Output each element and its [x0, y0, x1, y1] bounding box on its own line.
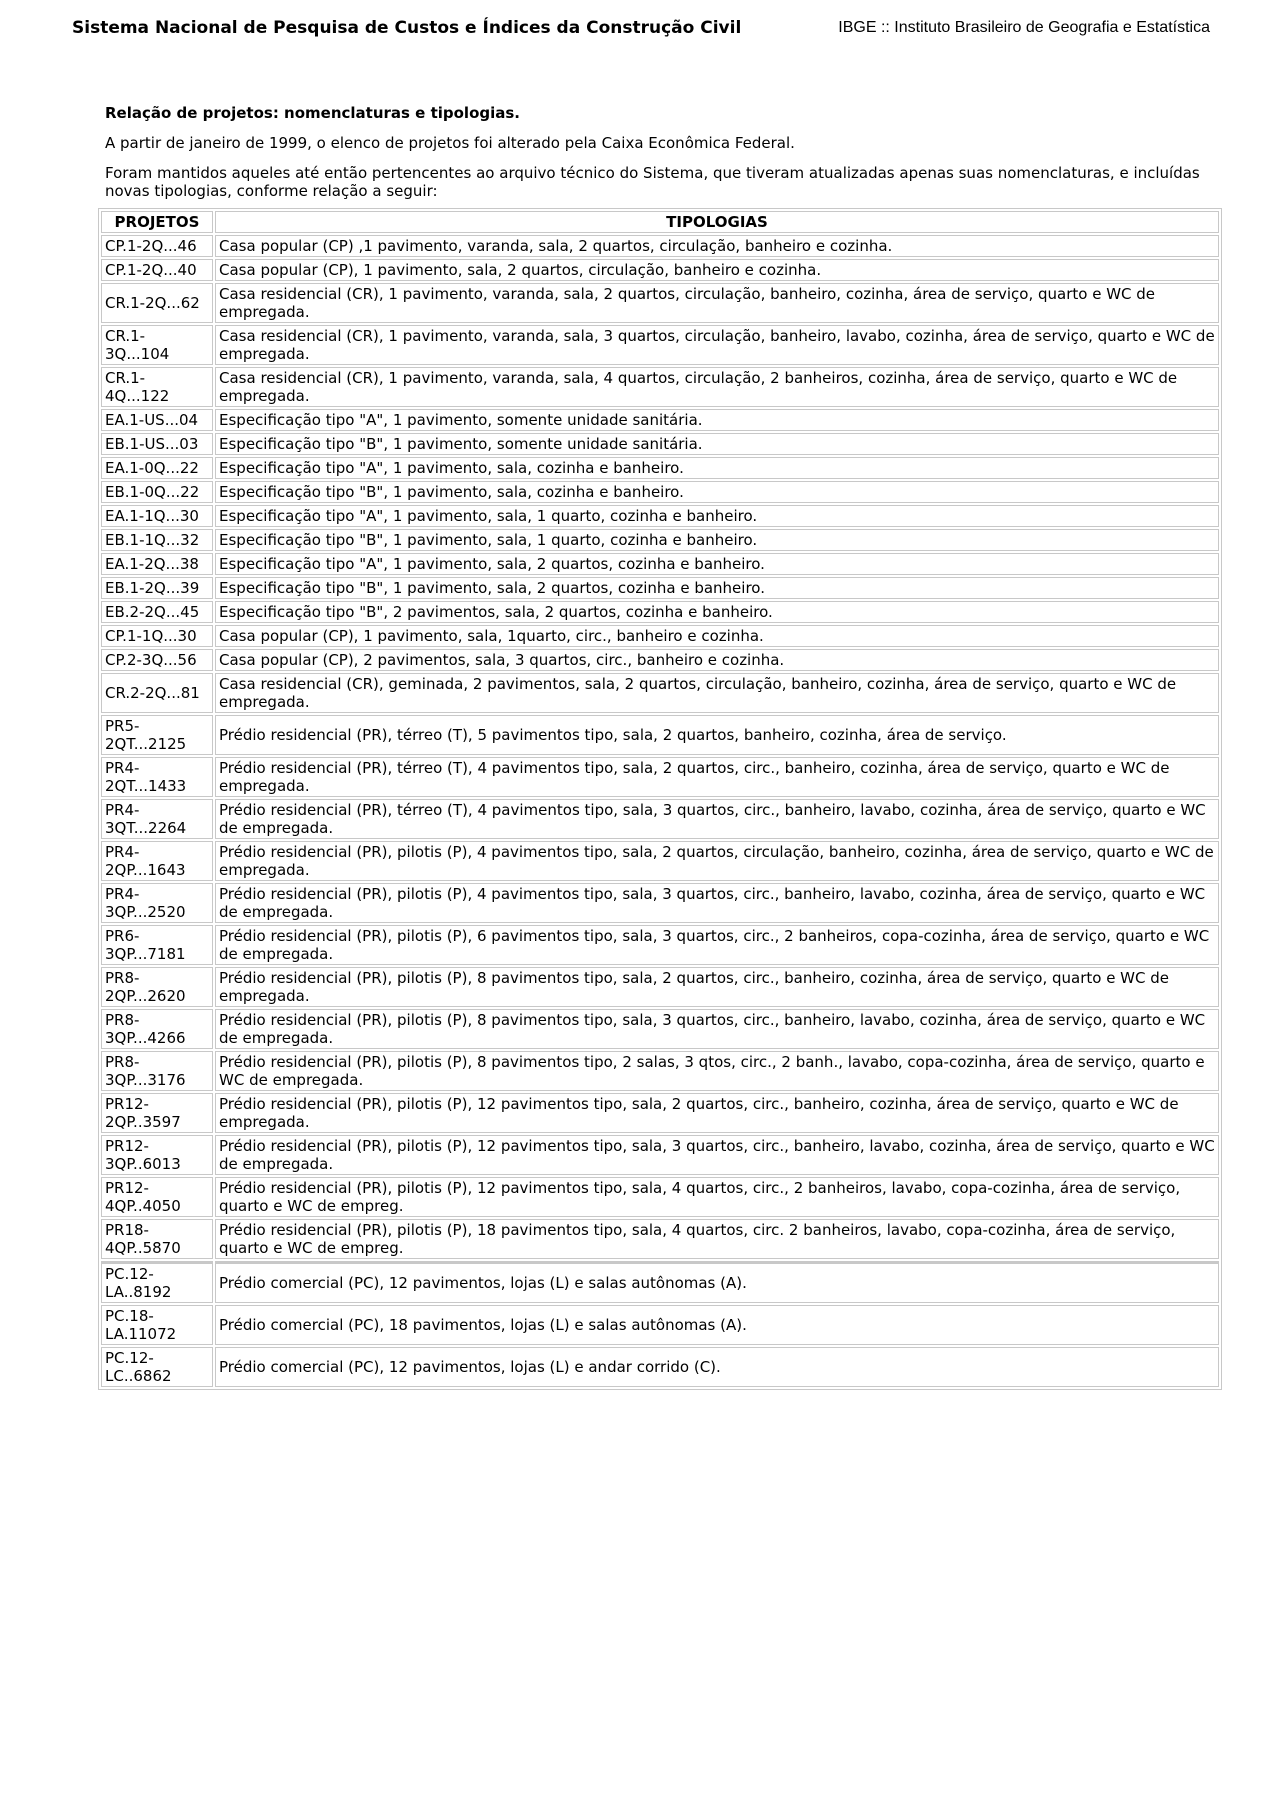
table-row	[101, 577, 1219, 599]
project-code: PR4-3QP...2520	[101, 883, 213, 923]
project-typology: Prédio residencial (PR), pilotis (P), 12 pavimentos tipo, sala, 2 quartos, circ., banheiro, cozinha, área de serviço, quarto e WC de empregada.	[215, 1093, 1219, 1133]
table-row	[101, 649, 1219, 671]
project-code: PR4-3QT...2264	[101, 799, 213, 839]
project-code: CP.1-2Q...46	[101, 235, 213, 257]
table-row	[101, 673, 1219, 713]
projects-table	[98, 208, 1222, 1390]
table-row	[101, 757, 1219, 797]
table-row	[101, 409, 1219, 431]
project-typology: Prédio residencial (PR), pilotis (P), 8 pavimentos tipo, sala, 3 quartos, circ., banheiro, lavabo, cozinha, área de serviço, quarto e WC de empregada.	[215, 1009, 1219, 1049]
project-code: CP.1-1Q...30	[101, 625, 213, 647]
table-row	[101, 505, 1219, 527]
project-typology: Prédio residencial (PR), térreo (T), 4 pavimentos tipo, sala, 3 quartos, circ., banheiro, lavabo, cozinha, área de serviço, quarto e WC de empregada.	[215, 799, 1219, 839]
project-typology: Casa popular (CP) ,1 pavimento, varanda, sala, 2 quartos, circulação, banheiro e cozinha.	[215, 235, 1219, 257]
project-code: PR6-3QP...7181	[101, 925, 213, 965]
description-paragraph: Foram mantidos aqueles até então pertencentes ao arquivo técnico do Sistema, que tiveram atualizadas apenas suas nomenclaturas, e incluídas novas tipologias, conforme relação a seguir:	[105, 164, 1200, 200]
project-typology: Prédio residencial (PR), pilotis (P), 8 pavimentos tipo, 2 salas, 3 qtos, circ., 2 banh., lavabo, copa-cozinha, área de serviço, quarto e WC de empregada.	[215, 1051, 1219, 1091]
institute-name: IBGE :: Instituto Brasileiro de Geografia e Estatística	[838, 19, 1210, 36]
project-code: PR12-2QP..3597	[101, 1093, 213, 1133]
project-typology: Especificação tipo "B", 1 pavimento, sala, 1 quarto, cozinha e banheiro.	[215, 529, 1219, 551]
project-code: PR18-4QP..5870	[101, 1219, 213, 1259]
table-row	[101, 1135, 1219, 1175]
project-typology: Casa popular (CP), 2 pavimentos, sala, 3 quartos, circ., banheiro e cozinha.	[215, 649, 1219, 671]
table-row	[101, 1051, 1219, 1091]
project-code: CR.1-4Q...122	[101, 367, 213, 407]
page-header	[72, 18, 1210, 48]
table-row	[101, 529, 1219, 551]
table-row	[101, 1093, 1219, 1133]
table-row	[101, 433, 1219, 455]
table-row	[101, 883, 1219, 923]
project-code: CR.1-2Q...62	[101, 283, 213, 323]
table-row	[101, 235, 1219, 257]
table-row	[101, 1305, 1219, 1345]
project-typology: Especificação tipo "A", 1 pavimento, sala, cozinha e banheiro.	[215, 457, 1219, 479]
table-header-row	[101, 211, 1219, 233]
project-code: PC.12-LC..6862	[101, 1347, 213, 1387]
project-typology: Especificação tipo "B", 1 pavimento, sala, 2 quartos, cozinha e banheiro.	[215, 577, 1219, 599]
project-code: EB.2-2Q...45	[101, 601, 213, 623]
table-row	[101, 259, 1219, 281]
table-row	[101, 367, 1219, 407]
project-code: PC.12-LA..8192	[101, 1261, 213, 1303]
project-code: EA.1-1Q...30	[101, 505, 213, 527]
table-row	[101, 1177, 1219, 1217]
project-typology: Prédio residencial (PR), pilotis (P), 12 pavimentos tipo, sala, 3 quartos, circ., banheiro, lavabo, cozinha, área de serviço, quarto e WC de empregada.	[215, 1135, 1219, 1175]
project-typology: Prédio residencial (PR), pilotis (P), 4 pavimentos tipo, sala, 3 quartos, circ., banheiro, lavabo, cozinha, área de serviço, quarto e WC de empregada.	[215, 883, 1219, 923]
table-row	[101, 967, 1219, 1007]
table-row	[101, 1261, 1219, 1303]
table-row	[101, 325, 1219, 365]
project-typology: Casa residencial (CR), geminada, 2 pavimentos, sala, 2 quartos, circulação, banheiro, cozinha, área de serviço, quarto e WC de empregada.	[215, 673, 1219, 713]
project-typology: Especificação tipo "B", 1 pavimento, sala, cozinha e banheiro.	[215, 481, 1219, 503]
project-code: EB.1-1Q...32	[101, 529, 213, 551]
document-title: Relação de projetos: nomenclaturas e tipologias.	[105, 104, 521, 122]
system-title: Sistema Nacional de Pesquisa de Custos e Índices da Construção Civil	[72, 18, 742, 38]
project-code: PR5-2QT...2125	[101, 715, 213, 755]
project-typology: Prédio residencial (PR), pilotis (P), 12 pavimentos tipo, sala, 4 quartos, circ., 2 banheiros, lavabo, copa-cozinha, área de serviço, quarto e WC de empreg.	[215, 1177, 1219, 1217]
project-code: CP.1-2Q...40	[101, 259, 213, 281]
project-code: PR4-2QP...1643	[101, 841, 213, 881]
project-typology: Prédio residencial (PR), térreo (T), 5 pavimentos tipo, sala, 2 quartos, banheiro, cozinha, área de serviço.	[215, 715, 1219, 755]
project-typology: Prédio residencial (PR), pilotis (P), 8 pavimentos tipo, sala, 2 quartos, circ., banheiro, cozinha, área de serviço, quarto e WC de empregada.	[215, 967, 1219, 1007]
table-row	[101, 283, 1219, 323]
project-code: EA.1-2Q...38	[101, 553, 213, 575]
project-code: PC.18-LA.11072	[101, 1305, 213, 1345]
project-typology: Prédio residencial (PR), térreo (T), 4 pavimentos tipo, sala, 2 quartos, circ., banheiro, cozinha, área de serviço, quarto e WC de empregada.	[215, 757, 1219, 797]
project-typology: Especificação tipo "A", 1 pavimento, somente unidade sanitária.	[215, 409, 1219, 431]
table-row	[101, 1347, 1219, 1387]
table-row	[101, 553, 1219, 575]
table-row	[101, 799, 1219, 839]
project-code: PR8-3QP...4266	[101, 1009, 213, 1049]
project-typology: Prédio comercial (PC), 12 pavimentos, lojas (L) e salas autônomas (A).	[215, 1261, 1219, 1303]
table-row	[101, 481, 1219, 503]
table-row	[101, 925, 1219, 965]
project-typology: Especificação tipo "A", 1 pavimento, sala, 2 quartos, cozinha e banheiro.	[215, 553, 1219, 575]
project-typology: Especificação tipo "B", 1 pavimento, somente unidade sanitária.	[215, 433, 1219, 455]
project-code: PR12-3QP..6013	[101, 1135, 213, 1175]
project-typology: Especificação tipo "A", 1 pavimento, sala, 1 quarto, cozinha e banheiro.	[215, 505, 1219, 527]
table-row	[101, 625, 1219, 647]
project-typology: Casa popular (CP), 1 pavimento, sala, 2 quartos, circulação, banheiro e cozinha.	[215, 259, 1219, 281]
project-code: EA.1-US...04	[101, 409, 213, 431]
column-header-projetos: PROJETOS	[101, 211, 213, 233]
project-code: CP.2-3Q...56	[101, 649, 213, 671]
intro-paragraph: A partir de janeiro de 1999, o elenco de projetos foi alterado pela Caixa Econômica Federal.	[105, 134, 795, 152]
project-typology: Casa popular (CP), 1 pavimento, sala, 1quarto, circ., banheiro e cozinha.	[215, 625, 1219, 647]
table-row	[101, 1219, 1219, 1259]
project-code: CR.2-2Q...81	[101, 673, 213, 713]
table-body	[101, 235, 1219, 1387]
table-row	[101, 601, 1219, 623]
project-typology: Casa residencial (CR), 1 pavimento, varanda, sala, 3 quartos, circulação, banheiro, lavabo, cozinha, área de serviço, quarto e WC de empregada.	[215, 325, 1219, 365]
project-typology: Prédio comercial (PC), 12 pavimentos, lojas (L) e andar corrido (C).	[215, 1347, 1219, 1387]
project-code: PR8-3QP...3176	[101, 1051, 213, 1091]
project-code: EA.1-0Q...22	[101, 457, 213, 479]
project-code: EB.1-US...03	[101, 433, 213, 455]
project-typology: Prédio comercial (PC), 18 pavimentos, lojas (L) e salas autônomas (A).	[215, 1305, 1219, 1345]
project-typology: Prédio residencial (PR), pilotis (P), 18 pavimentos tipo, sala, 4 quartos, circ. 2 banheiros, lavabo, copa-cozinha, área de serviço, quarto e WC de empreg.	[215, 1219, 1219, 1259]
project-code: CR.1-3Q...104	[101, 325, 213, 365]
table-row	[101, 457, 1219, 479]
project-code: PR4-2QT...1433	[101, 757, 213, 797]
table-row	[101, 841, 1219, 881]
project-code: PR12-4QP..4050	[101, 1177, 213, 1217]
document-content	[100, 104, 1220, 1390]
project-code: PR8-2QP...2620	[101, 967, 213, 1007]
table-row	[101, 715, 1219, 755]
column-header-tipologias: TIPOLOGIAS	[215, 211, 1219, 233]
project-code: EB.1-2Q...39	[101, 577, 213, 599]
project-typology: Casa residencial (CR), 1 pavimento, varanda, sala, 2 quartos, circulação, banheiro, cozinha, área de serviço, quarto e WC de empregada.	[215, 283, 1219, 323]
table-row	[101, 1009, 1219, 1049]
project-typology: Casa residencial (CR), 1 pavimento, varanda, sala, 4 quartos, circulação, 2 banheiros, cozinha, área de serviço, quarto e WC de empregada.	[215, 367, 1219, 407]
project-typology: Especificação tipo "B", 2 pavimentos, sala, 2 quartos, cozinha e banheiro.	[215, 601, 1219, 623]
project-typology: Prédio residencial (PR), pilotis (P), 6 pavimentos tipo, sala, 3 quartos, circ., 2 banheiros, copa-cozinha, área de serviço, quarto e WC de empregada.	[215, 925, 1219, 965]
project-code: EB.1-0Q...22	[101, 481, 213, 503]
project-typology: Prédio residencial (PR), pilotis (P), 4 pavimentos tipo, sala, 2 quartos, circulação, banheiro, cozinha, área de serviço, quarto e WC de empregada.	[215, 841, 1219, 881]
